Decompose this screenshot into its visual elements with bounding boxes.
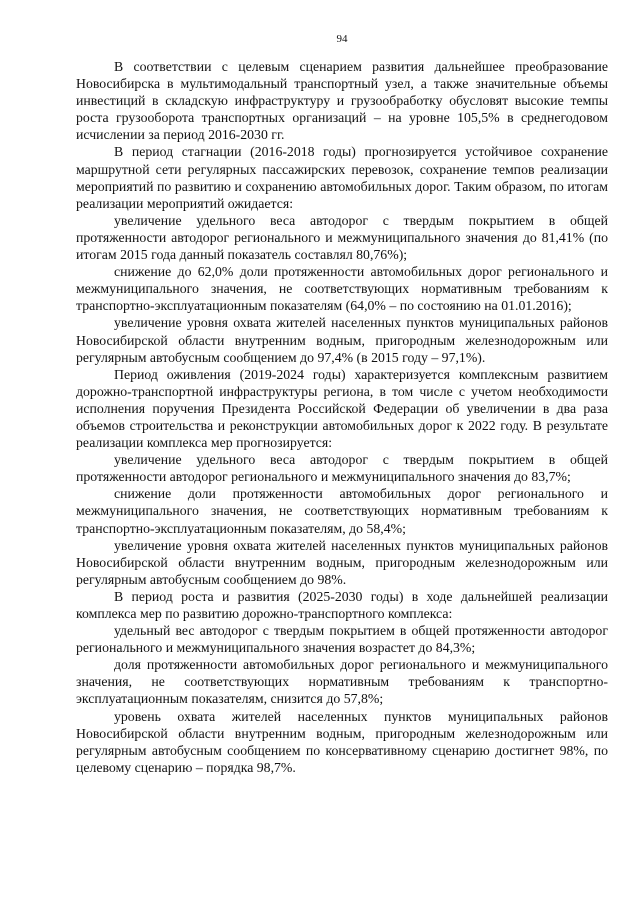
list-item-stagnation-coverage: увеличение уровня охвата жителей населенных пунктов муниципальных районов Новосибирской области внутренним водным, пригородным железнодорожным или регулярным автобусным сообщением до 97,4% (в 2015 году – 97,1%). xyxy=(76,315,608,365)
paragraph-growth-period: В период роста и развития (2025-2030 годы) в ходе дальнейшей реализации комплекса мер по развитию дорожно-транспортного комплекса: xyxy=(76,588,608,621)
list-item-stagnation-noncompliant-roads: снижение до 62,0% доли протяженности автомобильных дорог регионального и межмуниципального значения, не соответствующих нормативным требованиям к транспортно-эксплуатационным показателям (64,0% – по состоянию на 01.01.2016); xyxy=(76,264,608,314)
list-item-revival-noncompliant-roads: снижение доли протяженности автомобильных дорог регионального и межмуниципального значения, не соответствующих нормативным требованиям к транспортно-эксплуатационным показателям, до 58,4%; xyxy=(76,486,608,536)
list-item-growth-coverage: уровень охвата жителей населенных пунктов муниципальных районов Новосибирской области внутренним водным, пригородным железнодорожным или регулярным автобусным сообщением по консервативному сценарию достигнет 98%, по целевому сценарию – порядка 98,7%. xyxy=(76,708,608,775)
page-number: 94 xyxy=(336,33,348,45)
list-item-growth-paved-roads: удельный вес автодорог с твердым покрытием в общей протяженности автодорог регионального и межмуниципального значения возрастет до 84,3%; xyxy=(76,623,608,656)
list-item-stagnation-paved-roads: увеличение удельного веса автодорог с твердым покрытием в общей протяженности автодорог регионального и межмуниципального значения до 81,41% (по итогам 2015 года данный показатель составлял 80,76%); xyxy=(76,212,608,263)
document-page xyxy=(76,32,608,776)
paragraph-target-scenario: В соответствии с целевым сценарием развития дальнейшее преобразование Новосибирска в мультимодальный транспортный узел, а также значительные объемы инвестиций в складскую инфраструктуру и грузообработку обусловят высокие темпы роста грузооборота транспортных организаций – на уровне 105,5% в среднегодовом исчислении за период 2016-2030 гг. xyxy=(76,59,608,143)
paragraph-stagnation-period: В период стагнации (2016-2018 годы) прогнозируется устойчивое сохранение маршрутной сети регулярных пассажирских перевозок, сохранение темпов реализации мероприятий по развитию и сохранению автомобильных дорог. Таким образом, по итогам реализации мероприятий ожидается: xyxy=(76,144,608,211)
document-body xyxy=(76,58,608,776)
list-item-growth-noncompliant-roads: доля протяженности автомобильных дорог регионального и межмуниципального значения, не соответствующих нормативным требованиям к транспортно-эксплуатационным показателям, снизится до 57,8%; xyxy=(76,657,608,707)
paragraph-revival-period: Период оживления (2019-2024 годы) характеризуется комплексным развитием дорожно-транспортной инфраструктуры региона, в том числе с учетом необходимости исполнения поручения Президента Российской Федерации об увеличении в два раза объемов строительства и реконструкции автомобильных дорог к 2022 году. В результате реализации комплекса мер прогнозируется: xyxy=(76,366,608,451)
list-item-revival-paved-roads: увеличение удельного веса автодорог с твердым покрытием в общей протяженности автодорог регионального и межмуниципального значения до 83,7%; xyxy=(76,452,608,485)
list-item-revival-coverage: увеличение уровня охвата жителей населенных пунктов муниципальных районов Новосибирской области внутренним водным, пригородным железнодорожным или регулярным автобусным сообщением до 98%. xyxy=(76,537,608,587)
